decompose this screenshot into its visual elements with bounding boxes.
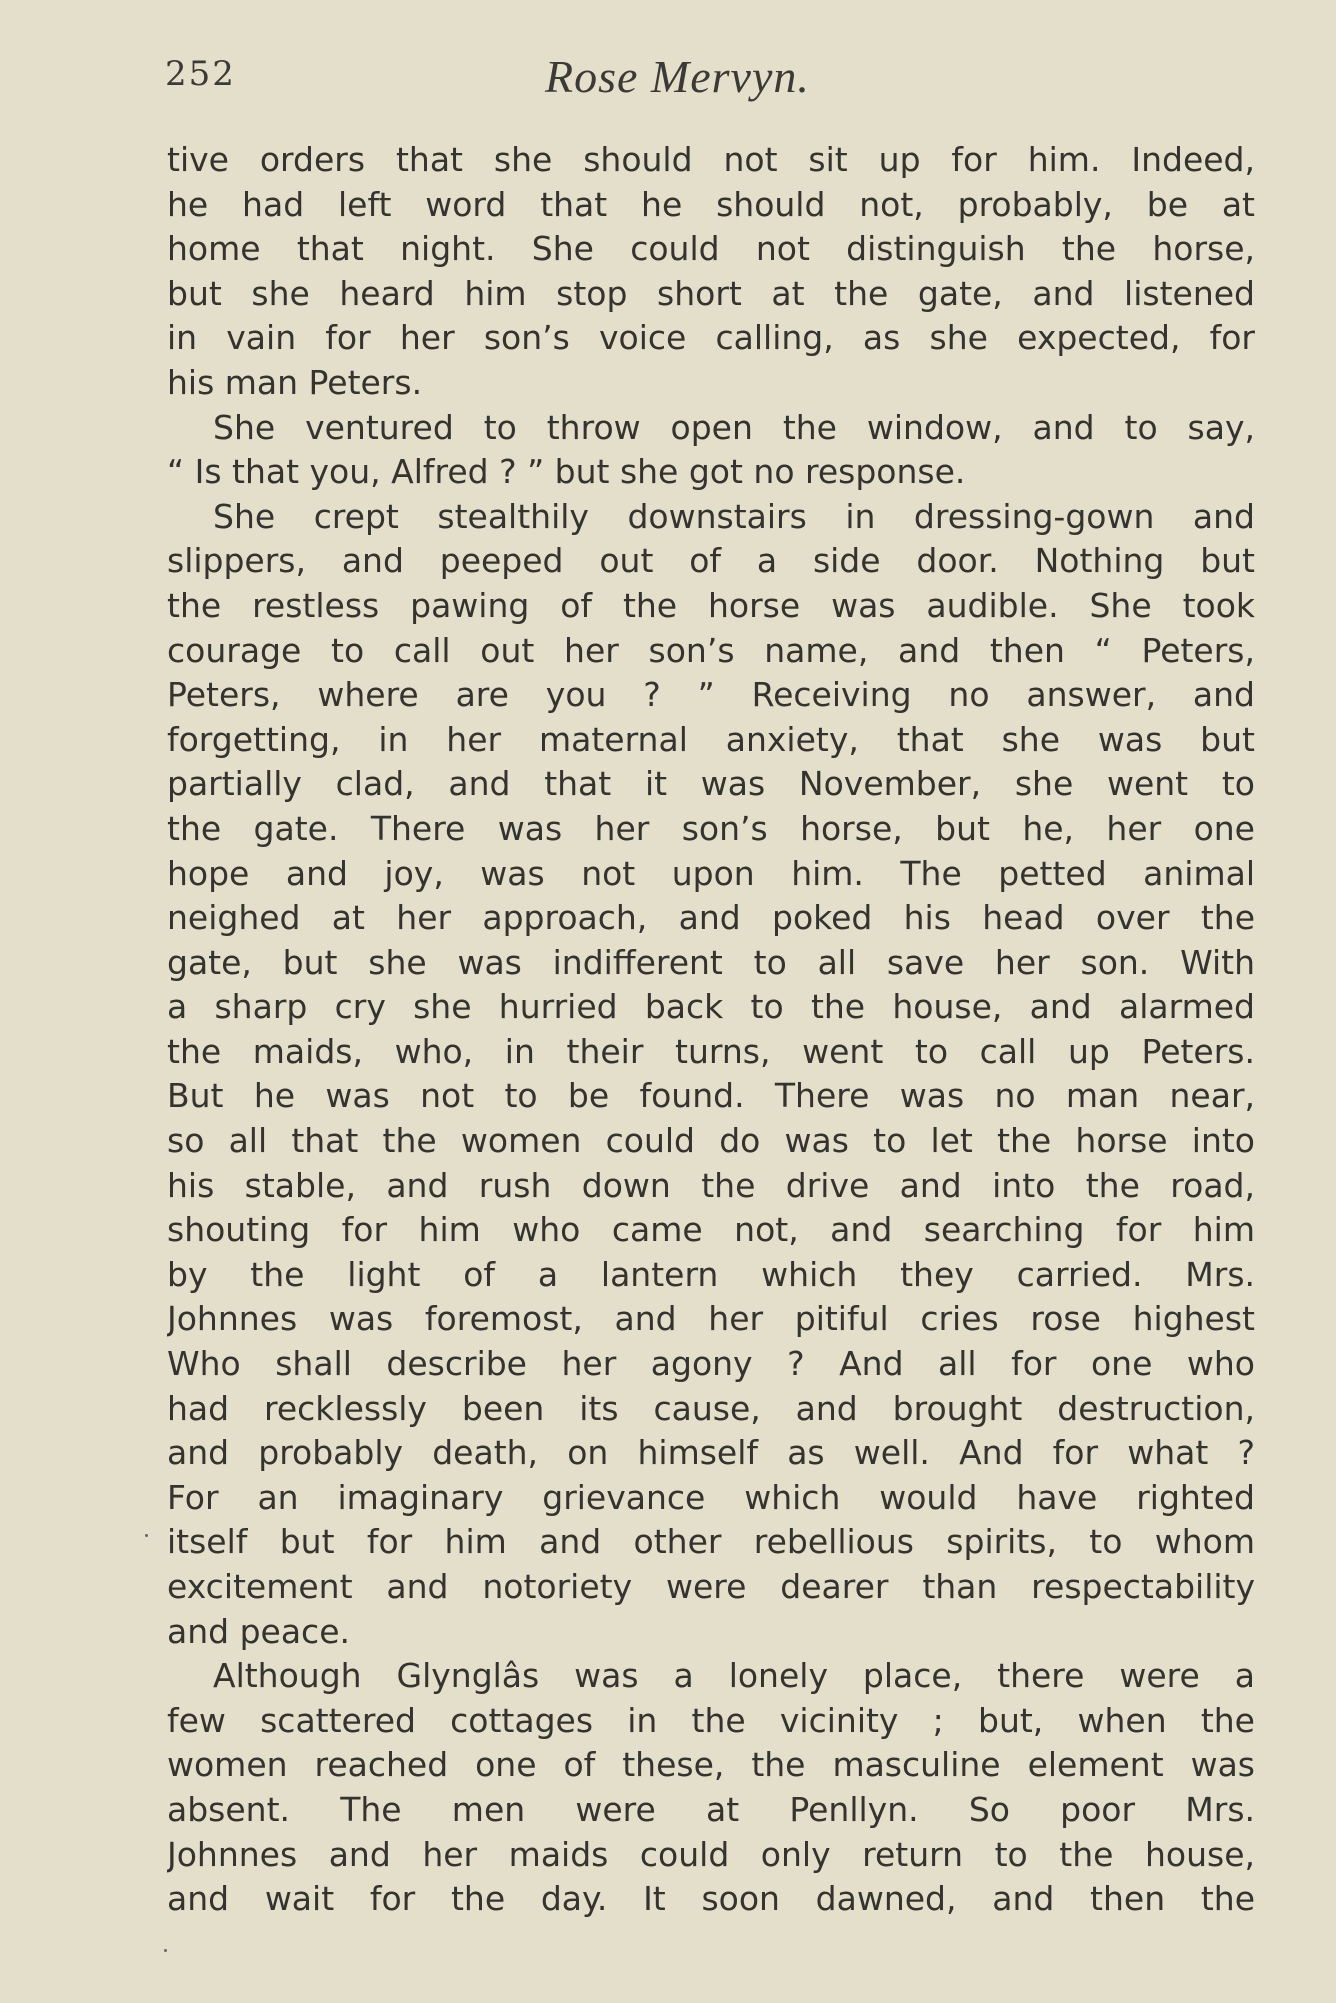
text-line: had recklessly been its cause, and brought destruction, (167, 1388, 1255, 1428)
body-text (167, 138, 1255, 1922)
running-head (165, 50, 1265, 110)
text-line: partially clad, and that it was November, she went to (167, 764, 1255, 804)
text-line: She ventured to throw open the window, and to say, (213, 407, 1255, 447)
text-line: Johnnes and her maids could only return to the house, (167, 1834, 1255, 1874)
text-line: his man Peters. (167, 362, 423, 402)
text-line: and probably death, on himself as well. And for what ? (167, 1433, 1255, 1473)
text-line: “ Is that you, Alfred ? ” but she got no response. (167, 452, 966, 492)
text-line: gate, but she was indifferent to all save her son. With (167, 942, 1255, 982)
text-line: itself but for him and other rebellious spirits, to whom (167, 1522, 1255, 1562)
paper-speck (145, 1534, 148, 1537)
text-line: women reached one of these, the masculine element was (167, 1745, 1255, 1785)
text-line: and peace. (167, 1611, 350, 1651)
text-line: Peters, where are you ? ” Receiving no answer, and (167, 675, 1255, 715)
text-line: he had left word that he should not, probably, be at (167, 184, 1255, 224)
running-title: Rose Mervyn. (545, 51, 810, 102)
text-line: tive orders that she should not sit up for him. Indeed, (167, 140, 1255, 179)
paper-speck (164, 1949, 167, 1952)
text-line: in vain for her son’s voice calling, as she expected, for (167, 318, 1255, 358)
text-line: his stable, and rush down the drive and into the road, (167, 1165, 1255, 1205)
page-number: 252 (165, 54, 236, 94)
text-line: so all that the women could do was to let the horse into (167, 1121, 1255, 1161)
text-line: Who shall describe her agony ? And all for one who (167, 1344, 1255, 1384)
text-line: the gate. There was her son’s horse, but he, her one (167, 808, 1255, 848)
text-line: a sharp cry she hurried back to the house, and alarmed (167, 987, 1255, 1027)
text-line: the restless pawing of the horse was audible. She took (167, 585, 1255, 625)
text-line: courage to call out her son’s name, and then “ Peters, (167, 630, 1255, 670)
text-line: hope and joy, was not upon him. The petted animal (167, 853, 1255, 893)
text-line: She crept stealthily downstairs in dressing-gown and (213, 496, 1255, 536)
text-line: neighed at her approach, and poked his head over the (167, 898, 1255, 938)
text-line: the maids, who, in their turns, went to call up Peters. (167, 1031, 1255, 1071)
text-line: Johnnes was foremost, and her pitiful cries rose highest (167, 1299, 1255, 1339)
text-line: by the light of a lantern which they carried. Mrs. (167, 1254, 1255, 1294)
text-line: Although Glynglâs was a lonely place, there were a (213, 1656, 1255, 1696)
text-line: excitement and notoriety were dearer than respectability (167, 1567, 1255, 1606)
text-line: shouting for him who came not, and searching for him (167, 1210, 1255, 1250)
text-line: home that night. She could not distinguish the horse, (167, 229, 1255, 269)
text-line: For an imaginary grievance which would have righted (167, 1477, 1255, 1517)
text-line: absent. The men were at Penllyn. So poor Mrs. (167, 1789, 1255, 1829)
text-line: few scattered cottages in the vicinity ; but, when the (167, 1700, 1255, 1740)
text-line: But he was not to be found. There was no man near, (167, 1076, 1255, 1116)
text-line: but she heard him stop short at the gate, and listened (167, 273, 1255, 313)
text-line: and wait for the day. It soon dawned, and then the (167, 1879, 1255, 1919)
text-line: slippers, and peeped out of a side door. Nothing but (167, 541, 1255, 581)
text-line: forgetting, in her maternal anxiety, that she was but (167, 719, 1255, 759)
